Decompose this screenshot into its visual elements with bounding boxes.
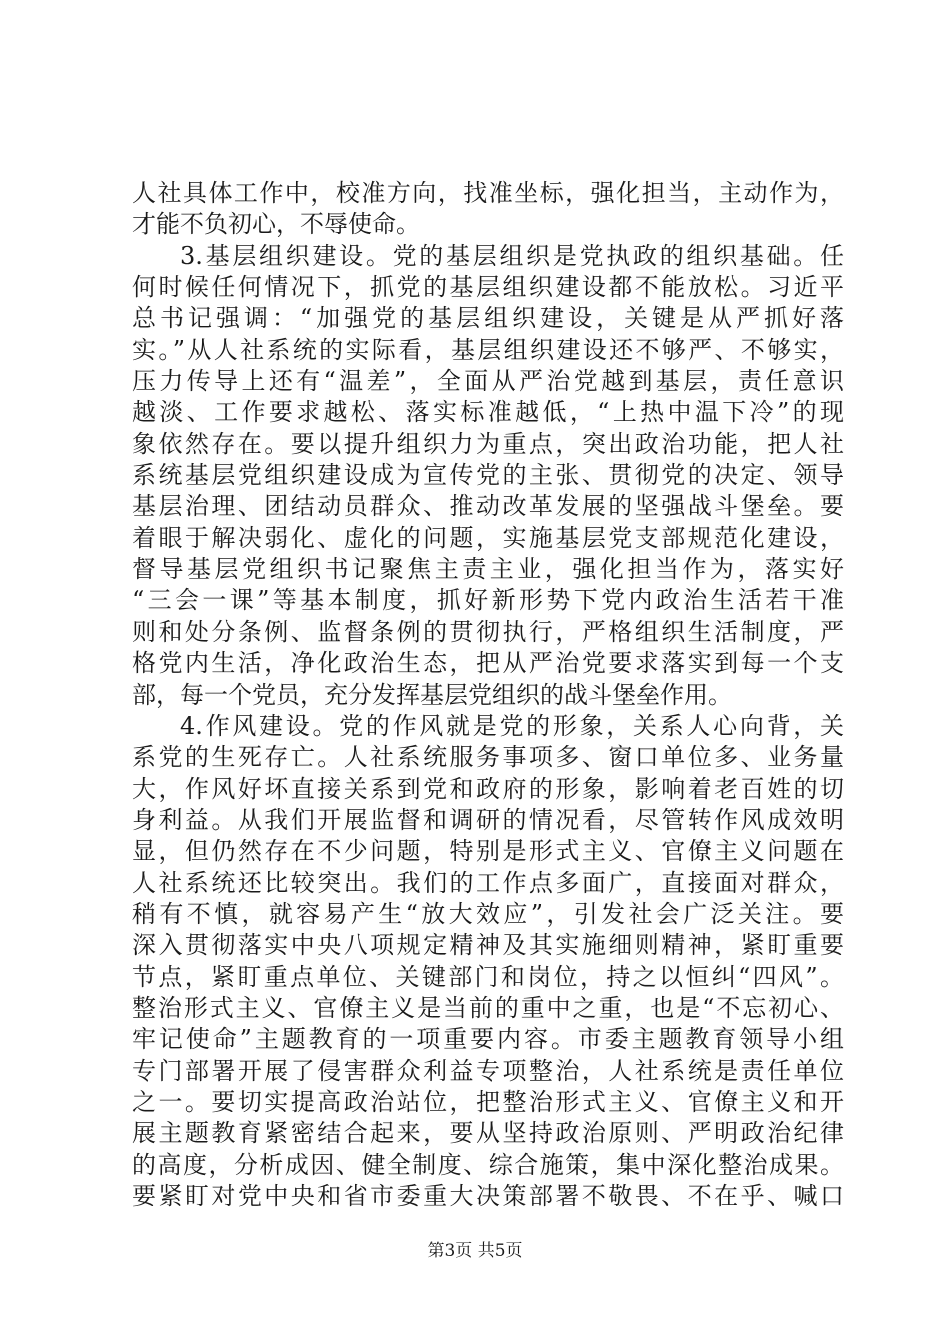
text-line: 3.基层组织建设。党的基层组织是党执政的组织基础。任 <box>180 241 844 270</box>
text-line: 实。”从人社系统的实际看，基层组织建设还不够严、不够实， <box>132 335 844 364</box>
text-line: 才能不负初心，不辱使命。 <box>132 210 420 239</box>
text-line: 大，作风好坏直接关系到党和政府的形象，影响着老百姓的切 <box>132 774 844 803</box>
text-line: 总书记强调：“加强党的基层组织建设，关键是从严抓好落 <box>132 304 844 333</box>
text-line: 整治形式主义、官僚主义是当前的重中之重，也是“不忘初心、 <box>132 993 844 1022</box>
text-line: 则和处分条例、监督条例的贯彻执行，严格组织生活制度，严 <box>132 617 844 646</box>
text-line: 系统基层党组织建设成为宣传党的主张、贯彻党的决定、领导 <box>132 461 844 490</box>
text-line: 系党的生死存亡。人社系统服务事项多、窗口单位多、业务量 <box>132 743 844 772</box>
text-line: 显，但仍然存在不少问题，特别是形式主义、官僚主义问题在 <box>132 837 844 866</box>
text-line: 专门部署开展了侵害群众利益专项整治，人社系统是责任单位 <box>132 1056 844 1085</box>
text-line: “三会一课”等基本制度，抓好新形势下党内政治生活若干准 <box>132 586 844 615</box>
text-line: 深入贯彻落实中央八项规定精神及其实施细则精神，紧盯重要 <box>132 931 844 960</box>
text-line: 的高度，分析成因、健全制度、综合施策，集中深化整治成果。 <box>132 1150 844 1179</box>
text-line: 身利益。从我们开展监督和调研的情况看，尽管转作风成效明 <box>132 805 844 834</box>
body-text <box>132 178 844 1212</box>
text-line: 部，每一个党员，充分发挥基层党组织的战斗堡垒作用。 <box>132 680 732 709</box>
text-line: 基层治理、团结动员群众、推动改革发展的坚强战斗堡垒。要 <box>132 492 844 521</box>
text-line: 人社具体工作中，校准方向，找准坐标，强化担当，主动作为， <box>132 179 844 207</box>
text-line: 格党内生活，净化政治生态，把从严治党要求落实到每一个支 <box>132 649 844 678</box>
text-line: 压力传导上还有“温差”，全面从严治党越到基层，责任意识 <box>132 367 844 396</box>
text-line: 象依然存在。要以提升组织力为重点，突出政治功能，把人社 <box>132 429 844 458</box>
text-line: 节点，紧盯重点单位、关键部门和岗位，持之以恒纠“四风”。 <box>132 962 844 991</box>
text-line: 着眼于解决弱化、虚化的问题，实施基层党支部规范化建设， <box>132 523 844 552</box>
page-footer: 第3页 共5页 <box>427 1241 523 1261</box>
text-line: 人社系统还比较突出。我们的工作点多面广，直接面对群众， <box>132 868 844 897</box>
text-line: 牢记使命”主题教育的一项重要内容。市委主题教育领导小组 <box>132 1025 844 1054</box>
text-line: 督导基层党组织书记聚焦主责主业，强化担当作为，落实好 <box>132 555 844 584</box>
text-line: 之一。要切实提高政治站位，把整治形式主义、官僚主义和开 <box>132 1087 844 1116</box>
text-line: 展主题教育紧密结合起来，要从坚持政治原则、严明政治纪律 <box>132 1119 844 1148</box>
text-line: 要紧盯对党中央和省市委重大决策部署不敬畏、不在乎、喊口 <box>132 1182 844 1210</box>
text-line: 4.作风建设。党的作风就是党的形象，关系人心向背，关 <box>180 711 844 740</box>
text-line: 何时候任何情况下，抓党的基层组织建设都不能放松。习近平 <box>132 273 844 302</box>
text-line: 越淡、工作要求越松、落实标准越低，“上热中温下冷”的现 <box>132 398 844 427</box>
text-line: 稍有不慎，就容易产生“放大效应”，引发社会广泛关注。要 <box>132 899 844 928</box>
